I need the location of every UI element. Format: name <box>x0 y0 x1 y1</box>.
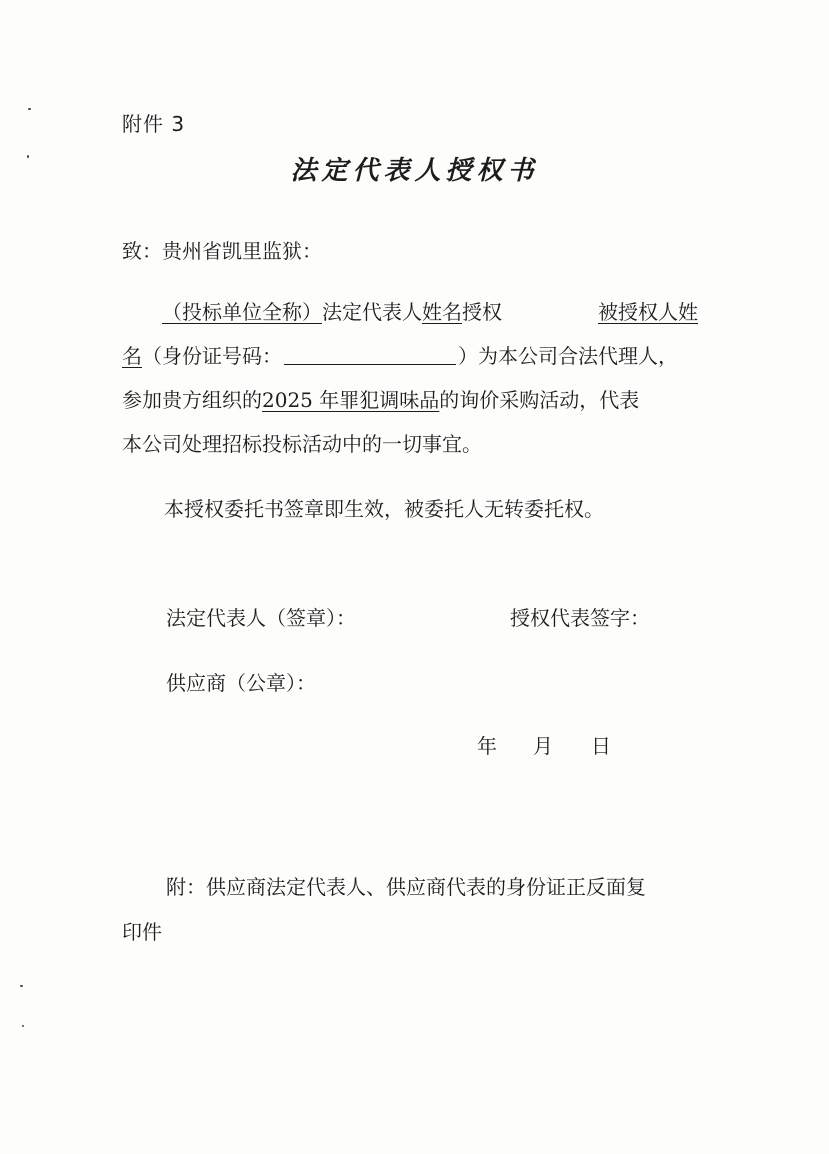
id-number-label: （身份证号码： <box>142 344 282 368</box>
appoint-text: ）为本公司合法代理人， <box>458 344 678 368</box>
scan-speck <box>20 985 23 987</box>
para2: 本授权委托书签章即生效，被委托人无转委托权。 <box>164 497 604 521</box>
document-title: 法定代表人授权书 <box>290 156 539 186</box>
para1-line1 <box>122 298 698 326</box>
para1-line2 <box>122 342 678 370</box>
participate-text: 参加贵方组织的 <box>122 388 262 412</box>
agent-name-placeholder-part2: 名 <box>122 344 142 368</box>
para1-line3 <box>122 386 639 414</box>
bidder-name-placeholder: （投标单位全称） <box>162 300 322 324</box>
id-number-blank <box>284 344 456 365</box>
date-day-label: 日 <box>591 734 611 758</box>
scan-speck <box>28 108 31 110</box>
recipient-line: 致：贵州省凯里监狱： <box>122 239 322 263</box>
activity-text: 的询价采购活动，代表 <box>439 388 640 412</box>
date-month-label: 月 <box>533 734 553 758</box>
para1-line4: 本公司处理招标投标活动中的一切事宜。 <box>122 432 482 456</box>
attachment-label: 附件 3 <box>122 112 186 136</box>
supplier-seal-label: 供应商（公章）： <box>166 671 316 695</box>
agent-name-placeholder-part1: 被授权人姓 <box>598 300 698 324</box>
legal-rep-name-placeholder: 姓名 <box>422 300 462 324</box>
legal-rep-signature-label: 法定代表人（签章）： <box>166 606 356 630</box>
legal-rep-text: 法定代表人 <box>322 300 422 324</box>
project-name: 2025 年罪犯调味品 <box>262 388 440 412</box>
date-year-label: 年 <box>477 734 497 758</box>
attachment-note-line2: 印件 <box>122 920 162 944</box>
attachment-note-line1: 附：供应商法定代表人、供应商代表的身份证正反面复 <box>166 875 646 899</box>
authorize-text: 授权 <box>462 300 502 324</box>
agent-signature-label: 授权代表签字： <box>510 606 650 630</box>
scan-speck <box>22 1025 24 1027</box>
